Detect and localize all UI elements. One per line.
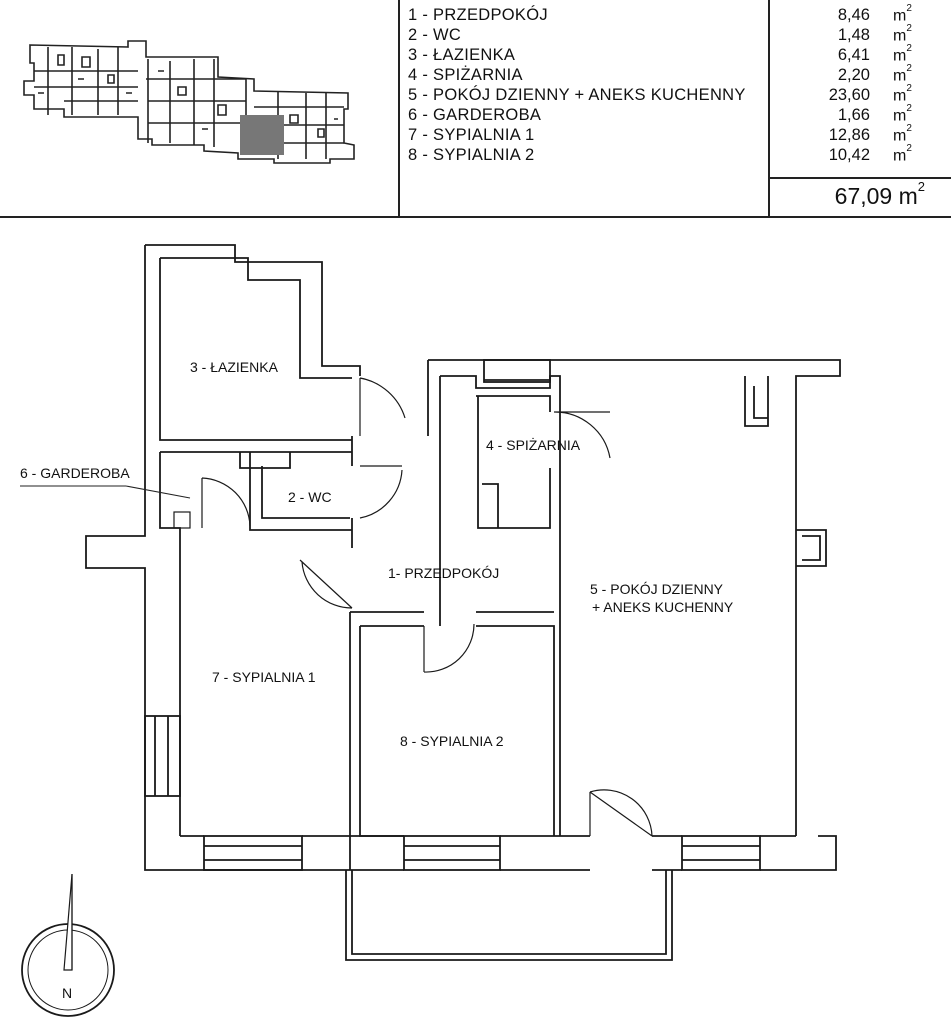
room-area: 1,66 [837, 106, 870, 124]
unit-sup: 2 [906, 23, 912, 34]
balcony [346, 870, 672, 960]
room-area: 23,60 [828, 86, 870, 104]
room-label: 4 - SPIŻARNIA [408, 66, 523, 84]
room-area: 12,86 [828, 126, 870, 144]
unit-sup: 2 [906, 63, 912, 74]
room-area: 1,48 [837, 26, 870, 44]
label-wc: 2 - WC [288, 489, 332, 505]
total-value: 67,09 m [834, 183, 918, 209]
plan-labels [20, 359, 734, 749]
room-area: 8,46 [837, 6, 870, 24]
label-garderoba: 6 - GARDEROBA [20, 465, 130, 481]
unit-text: m [893, 47, 907, 65]
room-label: 5 - POKÓJ DZIENNY + ANEKS KUCHENNY [408, 86, 746, 104]
label-sypialnia1: 7 - SYPIALNIA 1 [212, 669, 316, 685]
north-arrow-icon [22, 874, 114, 1016]
room-label: 8 - SYPIALNIA 2 [408, 146, 535, 164]
unit-sup: 2 [906, 3, 912, 14]
unit-text: m [893, 7, 907, 25]
room-area: 10,42 [828, 146, 870, 164]
room-area: 2,20 [837, 66, 870, 84]
unit-sup: 2 [906, 123, 912, 134]
room-area: 6,41 [837, 46, 870, 64]
total-unit-sup: 2 [917, 179, 925, 195]
label-pokoj-line1: 5 - POKÓJ DZIENNY [590, 581, 724, 597]
unit-sup: 2 [906, 143, 912, 154]
unit-text: m [893, 147, 907, 165]
room-label: 2 - WC [408, 26, 462, 44]
doors [174, 378, 652, 836]
windows [145, 360, 760, 870]
unit-text: m [893, 87, 907, 105]
unit-text: m [893, 127, 907, 145]
garderoba-leader [126, 486, 190, 498]
room-label: 1 - PRZEDPOKÓJ [408, 6, 548, 24]
unit-text: m [893, 27, 907, 45]
room-label: 3 - ŁAZIENKA [408, 46, 516, 64]
room-label: 7 - SYPIALNIA 1 [408, 126, 535, 144]
room-label: 6 - GARDEROBA [408, 106, 542, 124]
unit-text: m [893, 67, 907, 85]
label-sypialnia2: 8 - SYPIALNIA 2 [400, 733, 504, 749]
label-przedpokoj: 1- PRZEDPOKÓJ [388, 565, 500, 581]
unit-text: m [893, 107, 907, 125]
label-lazienka: 3 - ŁAZIENKA [190, 359, 278, 375]
unit-sup: 2 [906, 103, 912, 114]
label-pokoj-line2: + ANEKS KUCHENNY [592, 599, 734, 615]
unit-sup: 2 [906, 43, 912, 54]
label-spizarnia: 4 - SPIŻARNIA [486, 437, 581, 453]
compass-north-label: N [62, 985, 73, 1001]
unit-sup: 2 [906, 83, 912, 94]
